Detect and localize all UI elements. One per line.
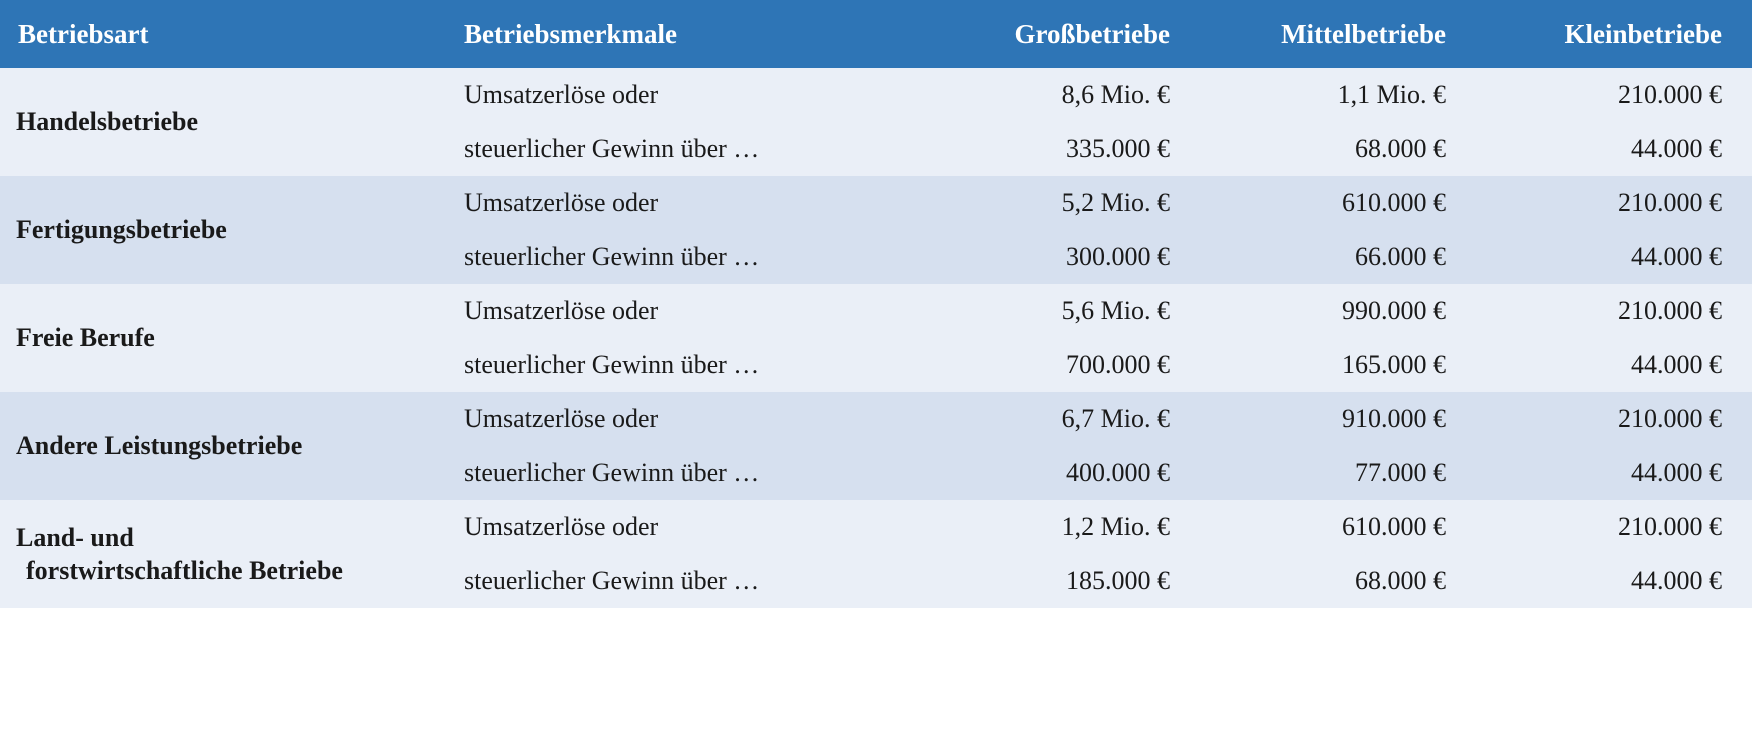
cell-gewinn-gross: 300.000 € — [902, 230, 1188, 284]
cell-umsatz-gross: 1,2 Mio. € — [902, 500, 1188, 554]
cell-gewinn-mittel: 68.000 € — [1188, 122, 1464, 176]
column-header-betriebsmerkmale: Betriebsmerkmale — [446, 0, 902, 68]
table-row — [0, 284, 1752, 338]
cell-umsatz-gross: 5,2 Mio. € — [902, 176, 1188, 230]
cell-gewinn-gross: 700.000 € — [902, 338, 1188, 392]
table-row — [0, 176, 1752, 230]
table-row — [0, 68, 1752, 122]
cell-gewinn-klein: 44.000 € — [1464, 122, 1752, 176]
cell-umsatz-klein: 210.000 € — [1464, 176, 1752, 230]
cell-umsatz-mittel: 610.000 € — [1188, 176, 1464, 230]
row-feature-gewinn: steuerlicher Gewinn über … — [446, 338, 902, 392]
row-category — [0, 284, 446, 392]
cell-umsatz-mittel: 990.000 € — [1188, 284, 1464, 338]
row-feature-gewinn: steuerlicher Gewinn über … — [446, 122, 902, 176]
row-category-line1: Land- und — [16, 522, 134, 552]
cell-gewinn-mittel: 165.000 € — [1188, 338, 1464, 392]
column-header-mittelbetriebe: Mittelbetriebe — [1188, 0, 1464, 68]
cell-gewinn-gross: 400.000 € — [902, 446, 1188, 500]
cell-umsatz-klein: 210.000 € — [1464, 500, 1752, 554]
table-header — [0, 0, 1752, 68]
header-row — [0, 0, 1752, 68]
cell-umsatz-gross: 5,6 Mio. € — [902, 284, 1188, 338]
cell-umsatz-gross: 6,7 Mio. € — [902, 392, 1188, 446]
row-category — [0, 500, 446, 608]
row-feature-gewinn: steuerlicher Gewinn über … — [446, 230, 902, 284]
row-category-line1: Freie Berufe — [16, 323, 155, 353]
cell-umsatz-klein: 210.000 € — [1464, 392, 1752, 446]
row-feature-gewinn: steuerlicher Gewinn über … — [446, 446, 902, 500]
row-category-line2: forstwirtschaftliche Betriebe — [26, 556, 343, 585]
cell-umsatz-mittel: 610.000 € — [1188, 500, 1464, 554]
row-feature-umsatz: Umsatzerlöse oder — [446, 392, 902, 446]
cell-gewinn-mittel: 68.000 € — [1188, 554, 1464, 608]
cell-umsatz-klein: 210.000 € — [1464, 68, 1752, 122]
column-header-betriebsart: Betriebsart — [0, 0, 446, 68]
row-feature-umsatz: Umsatzerlöse oder — [446, 284, 902, 338]
row-feature-umsatz: Umsatzerlöse oder — [446, 176, 902, 230]
row-category-line1: Fertigungsbetriebe — [16, 215, 227, 245]
row-category-line1: Andere Leistungsbetriebe — [16, 431, 303, 461]
cell-umsatz-mittel: 910.000 € — [1188, 392, 1464, 446]
cell-gewinn-gross: 185.000 € — [902, 554, 1188, 608]
cell-gewinn-mittel: 77.000 € — [1188, 446, 1464, 500]
cell-gewinn-gross: 335.000 € — [902, 122, 1188, 176]
cell-gewinn-klein: 44.000 € — [1464, 446, 1752, 500]
row-feature-umsatz: Umsatzerlöse oder — [446, 68, 902, 122]
table-body — [0, 68, 1752, 608]
row-category — [0, 392, 446, 500]
table-row — [0, 392, 1752, 446]
row-category — [0, 68, 446, 176]
column-header-kleinbetriebe: Kleinbetriebe — [1464, 0, 1752, 68]
row-feature-gewinn: steuerlicher Gewinn über … — [446, 554, 902, 608]
column-header-grossbetriebe: Großbetriebe — [902, 0, 1188, 68]
cell-umsatz-gross: 8,6 Mio. € — [902, 68, 1188, 122]
cell-umsatz-mittel: 1,1 Mio. € — [1188, 68, 1464, 122]
cell-gewinn-klein: 44.000 € — [1464, 338, 1752, 392]
cell-gewinn-klein: 44.000 € — [1464, 554, 1752, 608]
cell-gewinn-klein: 44.000 € — [1464, 230, 1752, 284]
table-row — [0, 500, 1752, 554]
row-category-line1: Handelsbetriebe — [16, 107, 198, 137]
row-feature-umsatz: Umsatzerlöse oder — [446, 500, 902, 554]
cell-umsatz-klein: 210.000 € — [1464, 284, 1752, 338]
row-category — [0, 176, 446, 284]
cell-gewinn-mittel: 66.000 € — [1188, 230, 1464, 284]
